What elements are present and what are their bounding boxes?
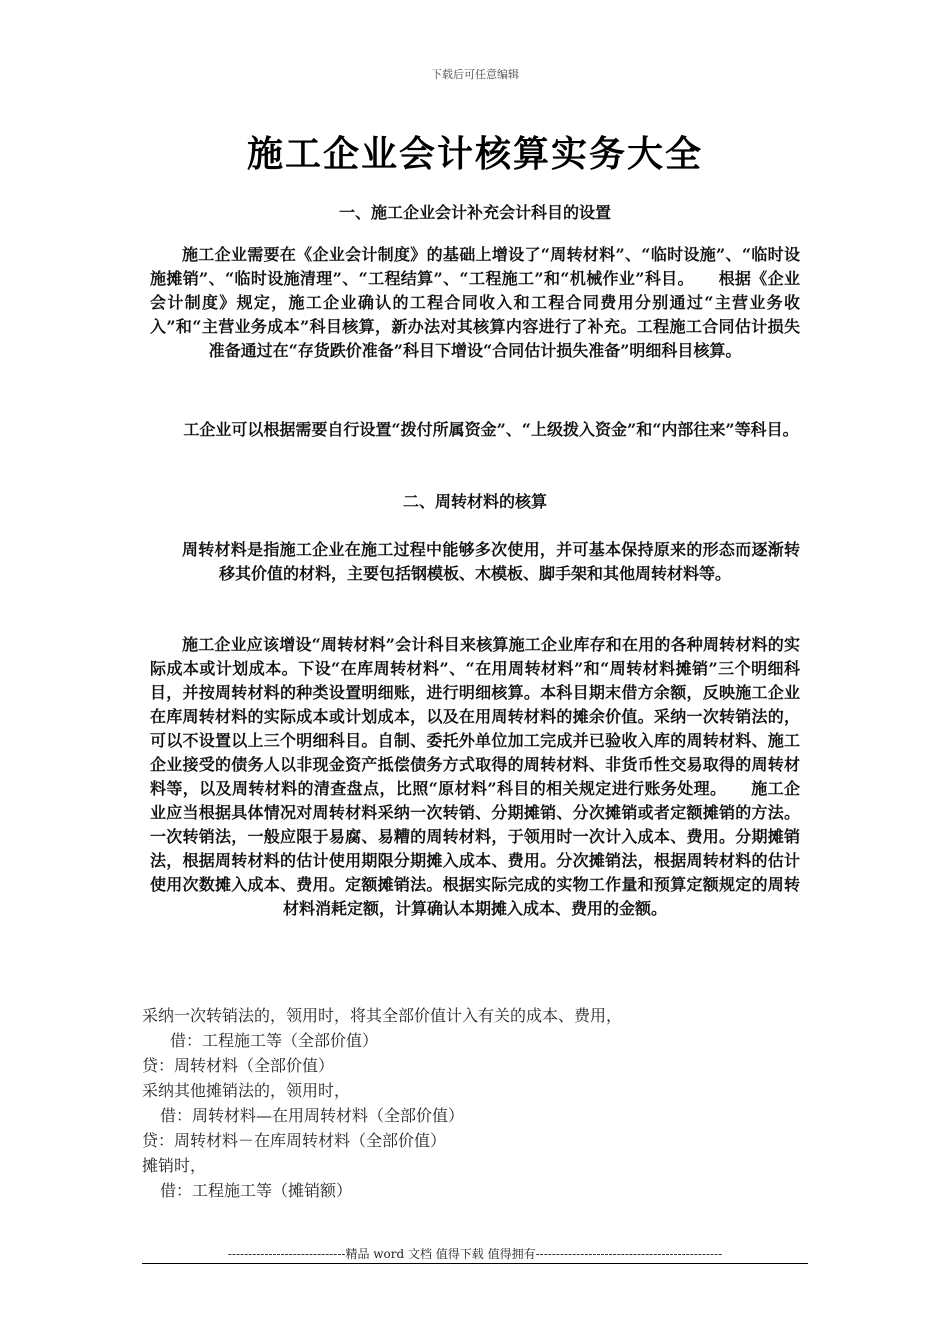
section2-paragraph: 施工企业应该增设“周转材料”会计科目来核算施工企业库存和在用的各种周转材料的实际成本或计划成本。下设“在库周转材料”、“在用周转材料”和“周转材料摊销”三个明细科目，并按周转材料的种类设置明细账，进行明细核算。本科目期末借方余额，反映施工企业在库周转材料的实际成本或计划成本，以及在用周转材料的摊余价值。采纳一次转销法的，可以不设置以上三个明细科目。自制、委托外单位加工完成并已验收入库的周转材料、施工企业接受的债务人以非现金资产抵偿债务方式取得的周转材料、非货币性交易取得的周转材料等，以及周转材料的清查盘点，比照“原材料”科目的相关规定进行账务处理。 施工企业应当根据具体情况对周转材料采纳一次转销、分期摊销、分次摊销或者定额摊销的方法。一次转销法，一般应限于易腐、易糟的周转材料，于领用时一次计入成本、费用。分期摊销法，根据周转材料的估计使用期限分期摊入成本、费用。分次摊销法，根据周转材料的估计使用次数摊入成本、费用。定额摊销法。根据实际完成的实物工作量和预算定额规定的周转材料消耗定额，计算确认本期摊入成本、费用的金额。 bbox=[150, 635, 800, 918]
document-title: 施工企业会计核算实务大全 bbox=[246, 133, 703, 175]
entry-line: 贷：周转材料－在库周转材料（全部价值） bbox=[142, 1131, 447, 1150]
section2-paragraph-2-wrap bbox=[150, 633, 800, 921]
section1-heading: 一、施工企业会计补充会计科目的设置 bbox=[338, 203, 611, 222]
section2-heading: 二、周转材料的核算 bbox=[402, 492, 547, 511]
entry-line: 借：周转材料—在用周转材料（全部价值） bbox=[160, 1106, 465, 1125]
footer-divider bbox=[142, 1263, 808, 1264]
header-note: 下载后可任意编辑 bbox=[431, 68, 519, 81]
entry-line: 贷：周转材料（全部价值） bbox=[142, 1056, 335, 1075]
entry-line: 借：工程施工等（摊销额） bbox=[160, 1181, 353, 1200]
footer-text: -----------------------------精品 word 文档 值得下载 值得拥有---------------------------------------------- bbox=[227, 1247, 723, 1261]
section1-paragraph-1-wrap bbox=[150, 243, 800, 363]
entry-line: 采纳一次转销法的，领用时，将其全部价值计入有关的成本、费用， bbox=[142, 1006, 623, 1025]
entry-line: 借：工程施工等（全部价值） bbox=[170, 1031, 379, 1050]
section1-paragraph: 施工企业需要在《企业会计制度》的基础上增设了“周转材料”、“临时设施”、“临时设施摊销”、“临时设施清理”、“工程结算”、“工程施工”和“机械作业”科目。 根据《企业会计制度》规定，施工企业确认的工程合同收入和工程合同费用分别通过“主营业务收入”和“主营业务成本”科目核算，新办法对其核算内容进行了补充。工程施工合同估计损失准备通过在“存货跌价准备”科目下增设“合同估计损失准备”明细科目核算。 bbox=[150, 245, 800, 360]
entry-line: 摊销时， bbox=[142, 1156, 207, 1175]
section2-paragraph-1-wrap bbox=[150, 538, 800, 586]
section1-heading-wrap bbox=[150, 200, 800, 223]
journal-entries bbox=[142, 1003, 822, 1203]
section2-paragraph: 周转材料是指施工企业在施工过程中能够多次使用，并可基本保持原来的形态而逐渐转移其价值的材料，主要包括钢模板、木模板、脚手架和其他周转材料等。 bbox=[182, 540, 800, 583]
section1-paragraph-2-wrap bbox=[150, 418, 800, 442]
section1-paragraph: 工企业可以根据需要自行设置“拨付所属资金”、“上级拨入资金”和“内部往来”等科目。 bbox=[183, 420, 799, 439]
entry-line: 采纳其他摊销法的，领用时， bbox=[142, 1081, 351, 1100]
section2-heading-wrap bbox=[150, 489, 800, 512]
